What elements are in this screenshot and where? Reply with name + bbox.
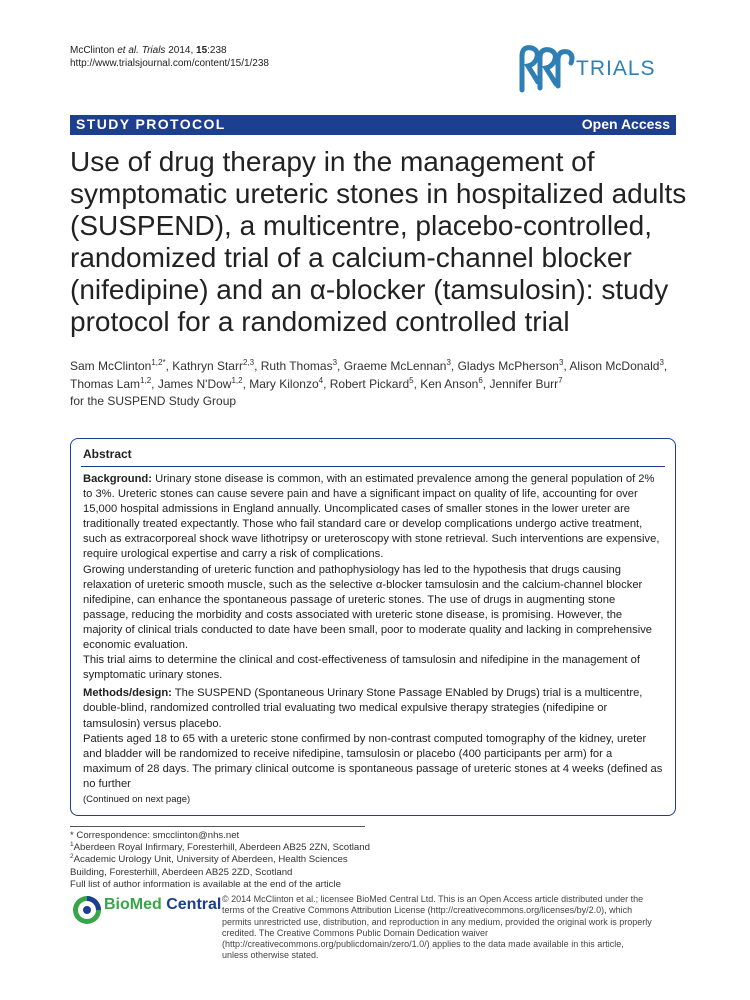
background-paragraph-3: This trial aims to determine the clinical and cost-effectiveness of tamsulosin and nifedipine in the management of symptomatic urinary stones. — [83, 654, 640, 682]
footnotes — [70, 830, 380, 891]
author-name: Ruth Thomas — [260, 359, 333, 373]
article-type-banner — [70, 115, 676, 135]
background-paragraph-1 — [83, 472, 663, 563]
author — [172, 359, 254, 373]
author — [249, 377, 323, 391]
open-access-label: Open Access — [581, 116, 670, 132]
copyright-notice: © 2014 McClinton et al.; licensee BioMed Central Ltd. This is an Open Access article distributed under the terms of the Creative Commons Attribution License (http://creativecommons.org/licenses/by/2.0), which permits unrestricted use, distribution, and reproduction in any medium, provided the original work is properly credited. The Creative Commons Public Domain Dedication waiver (http://creativecommons.org/publicdomain/zero/1.0/) applies to the data made available in this article, unless otherwise stated. — [222, 894, 652, 961]
correspondence-email[interactable]: smcclinton@nhs.net — [152, 830, 240, 841]
author-name: James N'Dow — [157, 376, 232, 391]
article-title: Use of drug therapy in the management of symptomatic ureteric stones in hospitalized adults (SUSPEND), a multicentre, placebo-controlled, randomized trial of a calcium-channel blocker (nifedipine) and an α-blocker (tamsulosin): study protocol for a randomized controlled trial — [70, 146, 687, 337]
author — [261, 359, 337, 373]
publisher-name — [104, 896, 221, 914]
author-name: Kathryn Starr — [172, 359, 243, 373]
author-affiliation: 5 — [409, 375, 414, 385]
author-affiliation: 1,2 — [231, 375, 243, 385]
author — [569, 359, 664, 373]
header-volume: 15 — [196, 45, 208, 56]
author-name: Robert Pickard — [329, 376, 410, 391]
author-affiliation: 6 — [478, 375, 483, 385]
author-affiliation: 3 — [659, 358, 664, 367]
correspondence — [70, 830, 380, 842]
author — [70, 377, 151, 391]
authors: Sam McClinton$^{1,2*}$, Kathryn Starr$^{2,3}$, Ruth Thomas$^3$, Graeme McLennan$^3$, Gladys McPherson$^3$, Alison McDonald$^3$, Thomas Lam$^{1,2}$, James N'Dow$^{1,2}$, Mary Kilonzo$^4$, Robert Pickard$^5$, Ken Anson$^6$, Jennifer Burr$^7$ — [70, 358, 668, 391]
correspondence-label: * Correspondence: — [70, 830, 150, 841]
abstract-heading: Abstract — [83, 447, 132, 461]
author — [489, 377, 562, 391]
publisher-name-part2: Central — [161, 896, 222, 913]
trials-logo-text: TRIALS — [576, 57, 656, 80]
background-label: Background: — [83, 473, 152, 485]
methods-text-1: The SUSPEND (Spontaneous Urinary Stone Passage ENabled by Drugs) trial is a multicentre, double-blind, randomized controlled trial evaluating two medical expulsive therapy strategies (nifedipine or tamsulosin) versus placebo. — [83, 687, 643, 730]
affiliation-2 — [70, 854, 380, 878]
author — [70, 359, 166, 373]
journal-header — [70, 44, 269, 70]
author-affiliation: 4 — [318, 375, 324, 385]
publisher-name-part1: BioMed — [104, 896, 162, 913]
author-name: Graeme McLennan — [343, 359, 447, 373]
affiliation-2-number: 2 — [70, 853, 74, 861]
continued-note: (Continued on next page) — [83, 793, 191, 805]
header-etal: et al. — [117, 45, 139, 56]
author-affiliation: 3 — [558, 358, 564, 367]
author-affiliation: 3 — [446, 358, 451, 367]
author-name: Thomas Lam — [70, 376, 141, 391]
methods-paragraph-2: Patients aged 18 to 65 with a ureteric stone confirmed by non-contrast computed tomography of the kidney, ureter and bladder will be randomized to receive nifedipine, tamsulosin or placebo (400 participants per arm) for a maximum of 28 days. The primary clinical outcome is spontaneous passage of ureteric stones at 4 weeks (defined as no further — [83, 732, 663, 790]
author-name: Ken Anson — [420, 376, 479, 391]
affiliation-2-text: Academic Urology Unit, University of Aberdeen, Health Sciences Building, Foresterhill, Aberdeen AB25 2ZD, Scotland — [70, 854, 348, 878]
abstract-divider — [81, 466, 665, 467]
author-name: Alison McDonald — [569, 359, 660, 373]
author-affiliation: 1,2 — [140, 375, 152, 385]
author-name: Jennifer Burr — [489, 376, 559, 391]
footnote-divider — [70, 826, 365, 827]
author — [458, 359, 564, 373]
citation-line — [70, 44, 269, 57]
header-year: 2014, — [168, 45, 194, 56]
article-type-label: STUDY PROTOCOL — [76, 116, 226, 132]
author-name: Mary Kilonzo — [249, 376, 319, 391]
author — [158, 377, 243, 391]
affiliation-1-text: Aberdeen Royal Infirmary, Foresterhill, Aberdeen AB25 2ZN, Scotland — [73, 842, 370, 854]
background-paragraph-2: Growing understanding of ureteric function and pathophysiology has led to the hypothesis that drugs causing relaxation of ureteric smooth muscle, such as the selective α-blocker tamsulosin and the calcium-channel blocker nifedipine, can enhance the spontaneous passage of ureteric stones. The use of drugs in augmenting stone passage, reducing the morbidity and costs associated with ureteric stone disease, is promising. However, the majority of clinical trials conducted to date have been small, poor to moderate quality and lacking in comprehensive economic evaluation. — [83, 563, 653, 652]
header-author: McClinton — [70, 45, 115, 56]
author — [330, 377, 414, 391]
study-group: for the SUSPEND Study Group — [70, 394, 237, 408]
affiliation-1-number: 1 — [70, 841, 74, 849]
author — [344, 359, 451, 373]
header-journal: Trials — [141, 45, 166, 56]
background-text-1: Urinary stone disease is common, with an estimated prevalence among the general population of 2% to 3%. Ureteric stones can cause severe pain and have a significant impact on quality of life, accounting for over 15,000 hospital admissions in England annually. Uncomplicated cases of smaller stones in the lower ureter are traditionally treated expectantly. Those who fail standard care or develop complications undergo active treatment, such as extracorporeal shock wave lithotripsy or ureteroscopy with stone retrieval. Such interventions are expensive, require urological expertise and carry a risk of complications. — [83, 473, 660, 561]
author-affiliation: 1,2* — [151, 358, 166, 367]
author-affiliation: 3 — [332, 358, 338, 367]
author-affiliation: 7 — [558, 375, 563, 385]
abstract-box — [70, 438, 676, 816]
author-info-note: Full list of author information is available at the end of the article — [70, 878, 341, 890]
author-list — [70, 358, 690, 411]
author-name: Gladys McPherson — [457, 359, 559, 373]
affiliation-1 — [70, 842, 380, 854]
header-article: :238 — [207, 45, 227, 56]
author — [420, 377, 483, 391]
author-name: Sam McClinton — [70, 359, 152, 373]
methods-label: Methods/design: — [83, 687, 172, 700]
methods-paragraph-1 — [83, 686, 663, 731]
abstract-body — [83, 472, 663, 807]
author-affiliation: 2,3 — [242, 358, 255, 367]
article-url[interactable]: http://www.trialsjournal.com/content/15/1/238 — [70, 58, 269, 69]
